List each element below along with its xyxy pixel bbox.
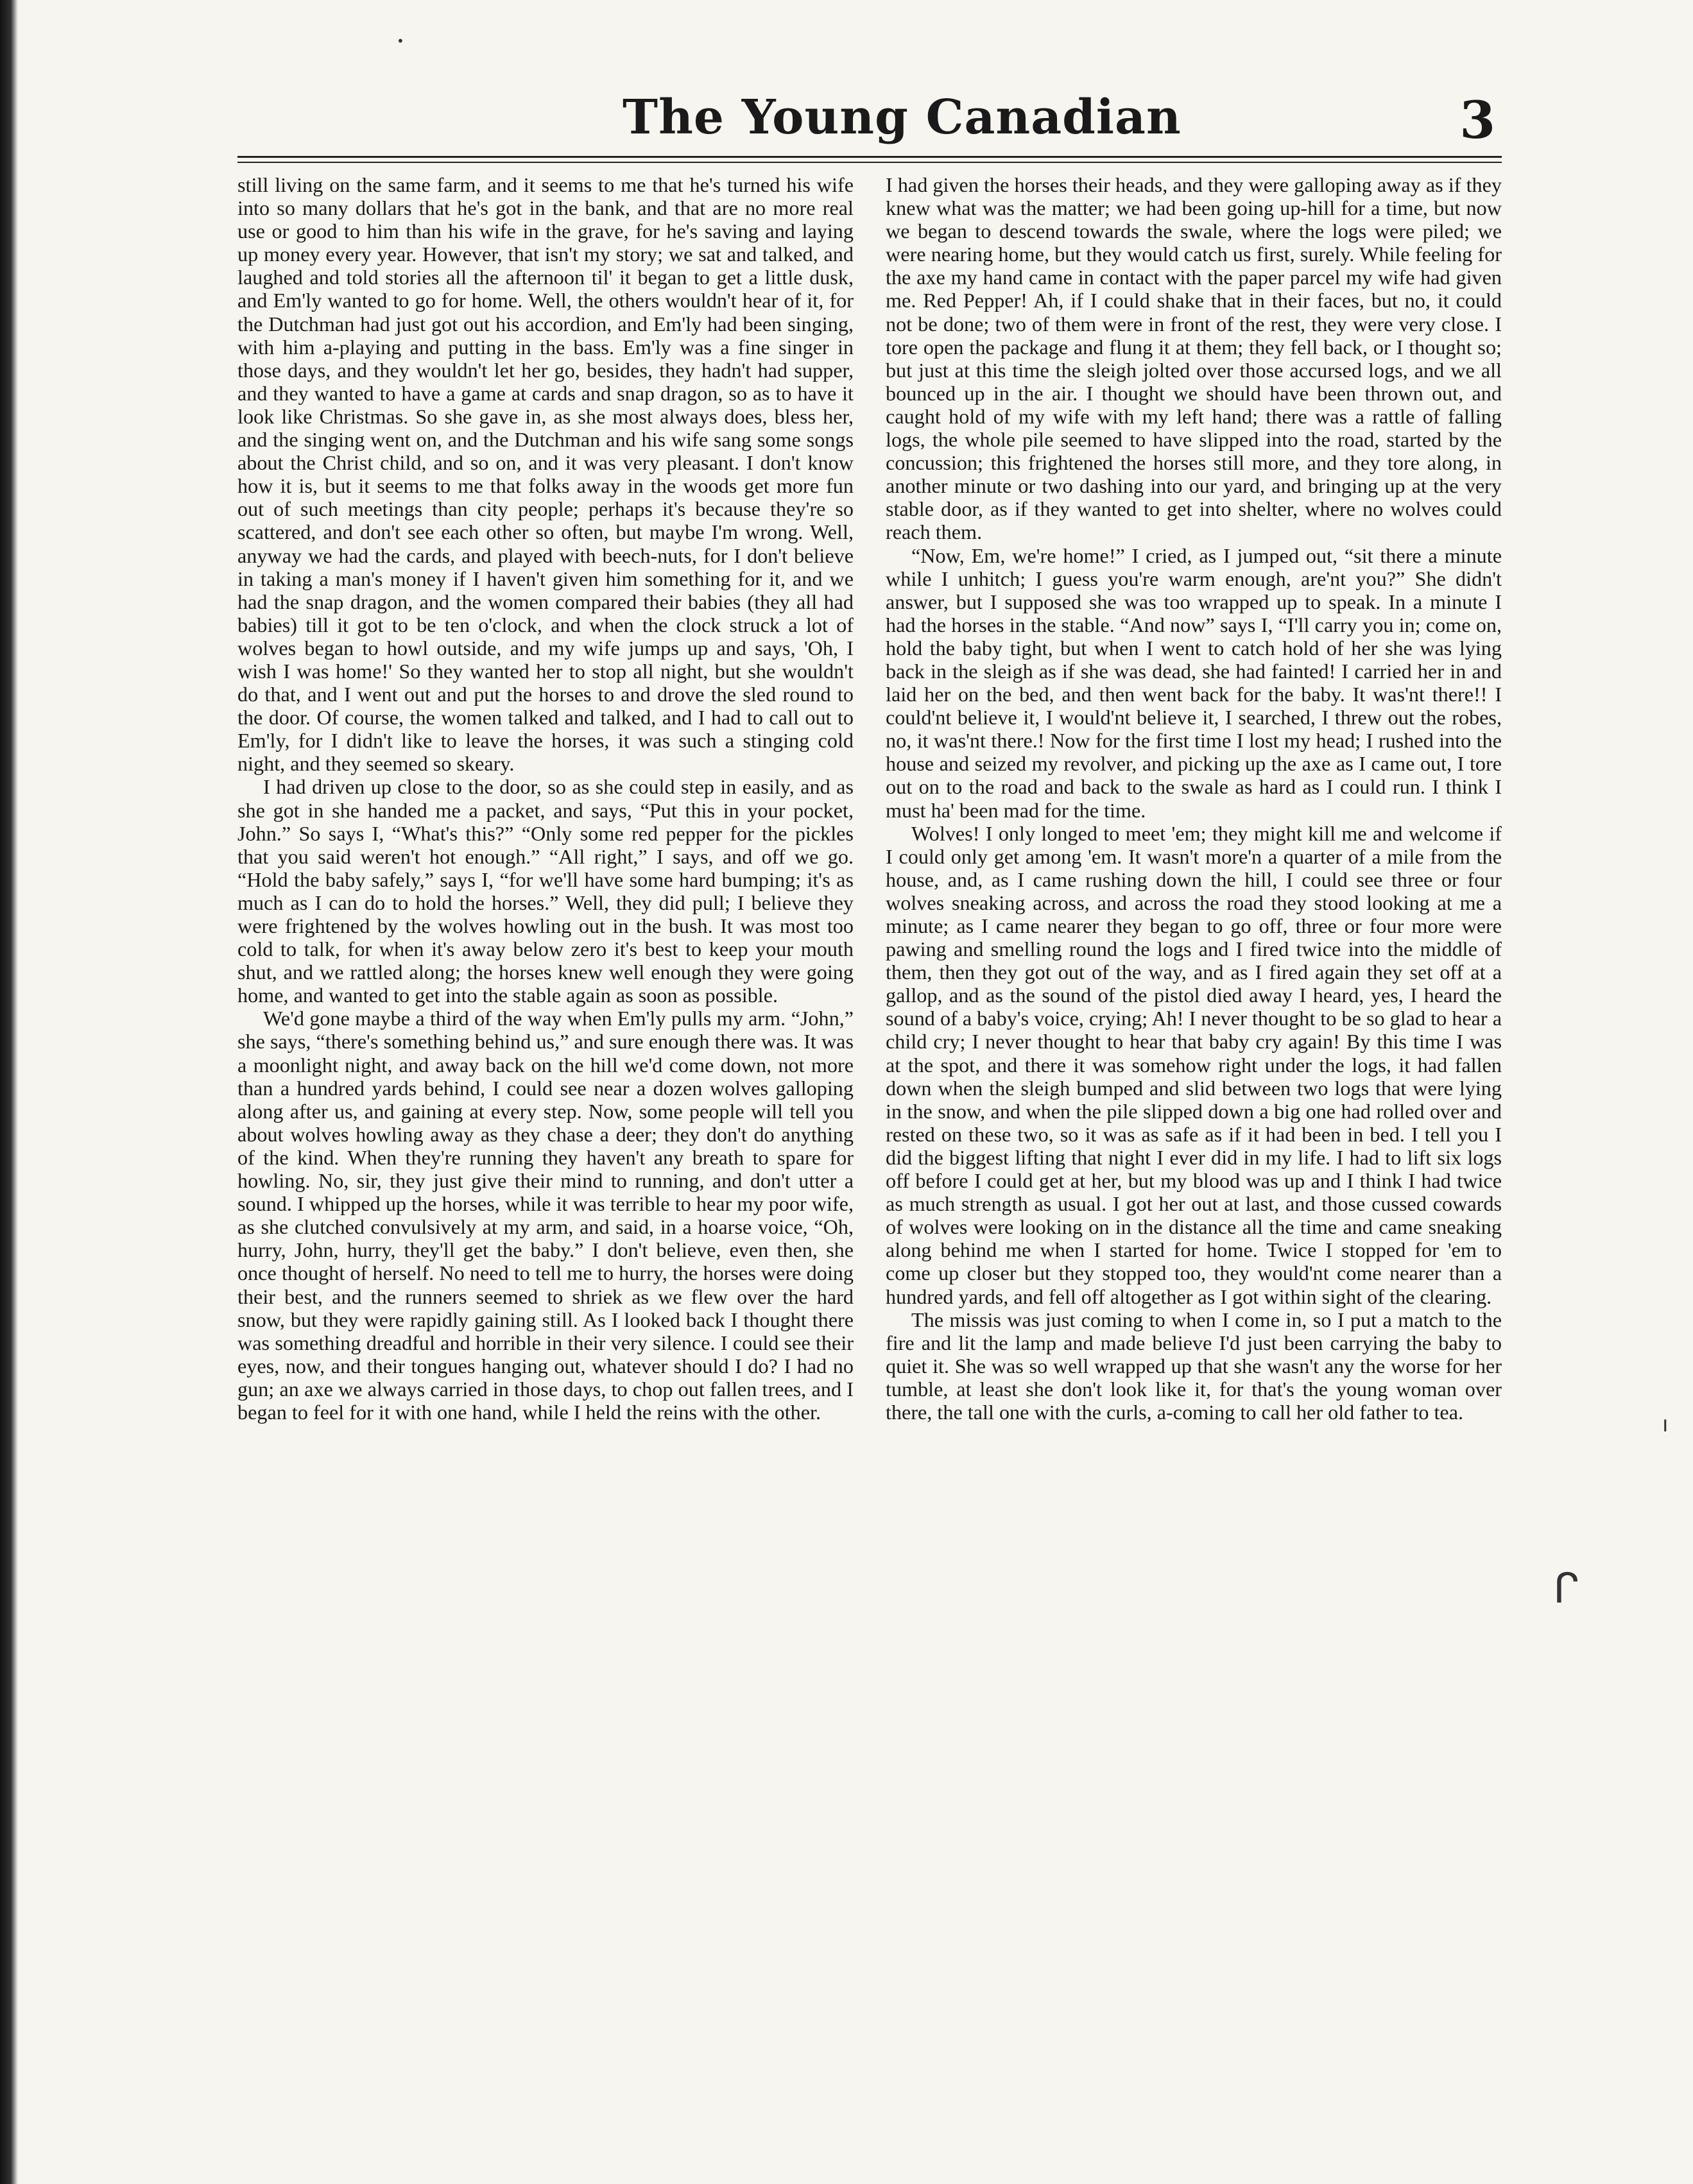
masthead-title: The Young Canadian xyxy=(623,90,1182,145)
paragraph: Wolves! I only longed to meet 'em; they might kill me and welcome if I could only get among 'em. It wasn't more'n a quarter of a mile from the house, and, as I came rushing down the hill, I could see three or four wolves sneaking across, and across the road they stood looking at me a minute; as I came nearer they began to go off, three or four more were pawing and smelling round the logs and I fired twice into the middle of them, then they got out of the way, and as I fired again they set off at a gallop, and as the sound of the pistol died away I heard, yes, I heard the sound of a baby's voice, crying; Ah! I never thought to be so glad to hear a child cry; I never thought to hear that baby cry again! By this time I was at the spot, and there it was somehow right under the logs, it had fallen down when the sleigh bumped and slid between two logs that were lying in the snow, and when the pile slipped down a big one had rolled over and rested on these two, so it was as safe as if it had been in bed. I tell you I did the biggest lifting that night I ever did in my life. I had to lift six logs off before I could get at her, but my blood was up and I think I had twice as much strength as usual. I got her out at last, and those cussed cowards of wolves were looking on in the distance all the time and came sneaking along behind me when I started for home. Twice I stopped for 'em to come up closer but they stopped too, they would'nt come nearer than a hundred yards, and fell off altogether as I got within sight of the clearing. xyxy=(886,821,1502,1308)
page-binding-edge xyxy=(0,0,18,2184)
margin-tick-mark: ı xyxy=(1662,1412,1669,1437)
text-column-right xyxy=(886,173,1502,2111)
page-header xyxy=(237,77,1502,167)
paragraph: “Now, Em, we're home!” I cried, as I jumped out, “sit there a minute while I unhitch; I guess you're warm enough, are'nt you?” She didn't answer, but I supposed she was too wrapped up to speak. In a minute I had the horses in the stable. “And now” says I, “I'll carry you in; come on, hold the baby tight, but when I went to catch hold of her she was lying back in the sleigh as if she was dead, she had fainted! I carried her in and laid her on the bed, and then went back for the baby. It was'nt there!! I could'nt believe it, I would'nt believe it, I searched, I threw out the robes, no, it was'nt there.! Now for the first time I lost my head; I rushed into the house and seized my revolver, and picking up the axe as I came out, I tore out on to the road and back to the swale as hard as I could run. I think I must ha' been mad for the time. xyxy=(886,543,1502,822)
header-rule-thin xyxy=(237,162,1502,163)
paragraph: still living on the same farm, and it seems to me that he's turned his wife into so many dollars that he's got in the bank, and that are no more real use or good to him than his wife in the grave, for he's saving and laying up money every year. However, that isn't my story; we sat and talked, and laughed and told stories all the afternoon til' it began to get a little dusk, and Em'ly wanted to go for home. Well, the others wouldn't hear of it, for the Dutchman had just got out his accordion, and Em'ly had been singing, with him a-playing and putting in the bass. Em'ly was a fine singer in those days, and they wouldn't let her go, besides, they hadn't had supper, and they wanted to have a game at cards and snap dragon, so as to have it look like Christmas. So she gave in, as she most always does, bless her, and the singing went on, and the Dutchman and his wife sang some songs about the Christ child, and so on, and it was very pleasant. I don't know how it is, but it seems to me that folks away in the woods get more fun out of such meetings than city people; perhaps it's because they're so scattered, and don't see each other so often, but maybe I'm wrong. Well, anyway we had the cards, and played with beech-nuts, for I don't believe in taking a man's money if I haven't given him something for it, and we had the snap dragon, and the women compared their babies (they all had babies) till it got to be ten o'clock, and when the clock struck a lot of wolves began to howl outside, and my wife jumps up and says, 'Oh, I wish I was home!' So they wanted her to stop all night, but she wouldn't do that, and I went out and put the horses to and drove the sled round to the door. Of course, the women talked and talked, and I had to call out to Em'ly, for I didn't like to leave the horses, it was such a stinging cold night, and they seemed so skeary. xyxy=(237,173,854,776)
header-rule xyxy=(237,156,1502,158)
paragraph: I had given the horses their heads, and they were galloping away as if they knew what was the matter; we had been going up-hill for a time, but now we began to descend towards the swale, where the logs were piled; we were nearing home, but they would catch us first, surely. While feeling for the axe my hand came in contact with the paper parcel my wife had given me. Red Pepper! Ah, if I could shake that in their faces, but no, it could not be done; two of them were in front of the rest, they were very close. I tore open the package and flung it at them; they fell back, or I thought so; but just at this time the sleigh jolted over those accursed logs, and we all bounced up in the air. I thought we should have been thrown out, and caught hold of my wife with my left hand; there was a rattle of falling logs, the whole pile seemed to have slipped into the road, started by the concussion; this frightened the horses still more, and they tore along, in another minute or two dashing into our yard, and bringing up at the very stable door, as if they wanted to get into shelter, where no wolves could reach them. xyxy=(886,173,1502,544)
paragraph: I had driven up close to the door, so as she could step in easily, and as she got in she handed me a packet, and says, “Put this in your pocket, John.” So says I, “What's this?” “Only some red pepper for the pickles that you said weren't hot enough.” “All right,” I says, and off we go. “Hold the baby safely,” says I, “for we'll have some hard bumping; it's as much as I can do to hold the horses.” Well, they did pull; I believe they were frightened by the wolves howling out in the bush. It was most too cold to talk, for when it's away below zero it's best to keep your mouth shut, and we rattled along; the horses knew well enough they were going home, and wanted to get into the stable again as soon as possible. xyxy=(237,775,854,1007)
margin-handwritten-mark: ᒋ xyxy=(1553,1565,1579,1613)
page-number: 3 xyxy=(1459,90,1495,150)
paragraph: The missis was just coming to when I come in, so I put a match to the fire and lit the lamp and made believe I'd just been carrying the baby to quiet it. She was so well wrapped up that she wasn't any the worse for her tumble, at least she don't look like it, for that's the young woman over there, the tall one with the curls, a-coming to call her old father to tea. xyxy=(886,1308,1502,1424)
paragraph: We'd gone maybe a third of the way when Em'ly pulls my arm. “John,” she says, “there's something behind us,” and sure enough there was. It was a moonlight night, and away back on the hill we'd come down, not more than a hundred yards behind, I could see near a dozen wolves galloping along after us, and gaining at every step. Now, some people will tell you about wolves howling away as they chase a deer; they don't do anything of the kind. When they're running they haven't any breath to spare for howling. No, sir, they just give their mind to running, and don't utter a sound. I whipped up the horses, while it was terrible to hear my poor wife, as she clutched convulsively at my arm, and said, in a hoarse voice, “Oh, hurry, John, hurry, they'll get the baby.” I don't believe, even then, she once thought of herself. No need to tell me to hurry, the horses were doing their best, and the runners seemed to shriek as we flew over the hard snow, but they were rapidly gaining still. As I looked back I thought there was something dreadful and horrible in their very silence. I could see their eyes, now, and their tongues hanging out, whatever should I do? I had no gun; an axe we always carried in those days, to chop out fallen trees, and I began to feel for it with one hand, while I held the reins with the other. xyxy=(237,1007,854,1424)
ink-speck: • xyxy=(397,33,404,49)
text-column-left xyxy=(237,173,854,2111)
